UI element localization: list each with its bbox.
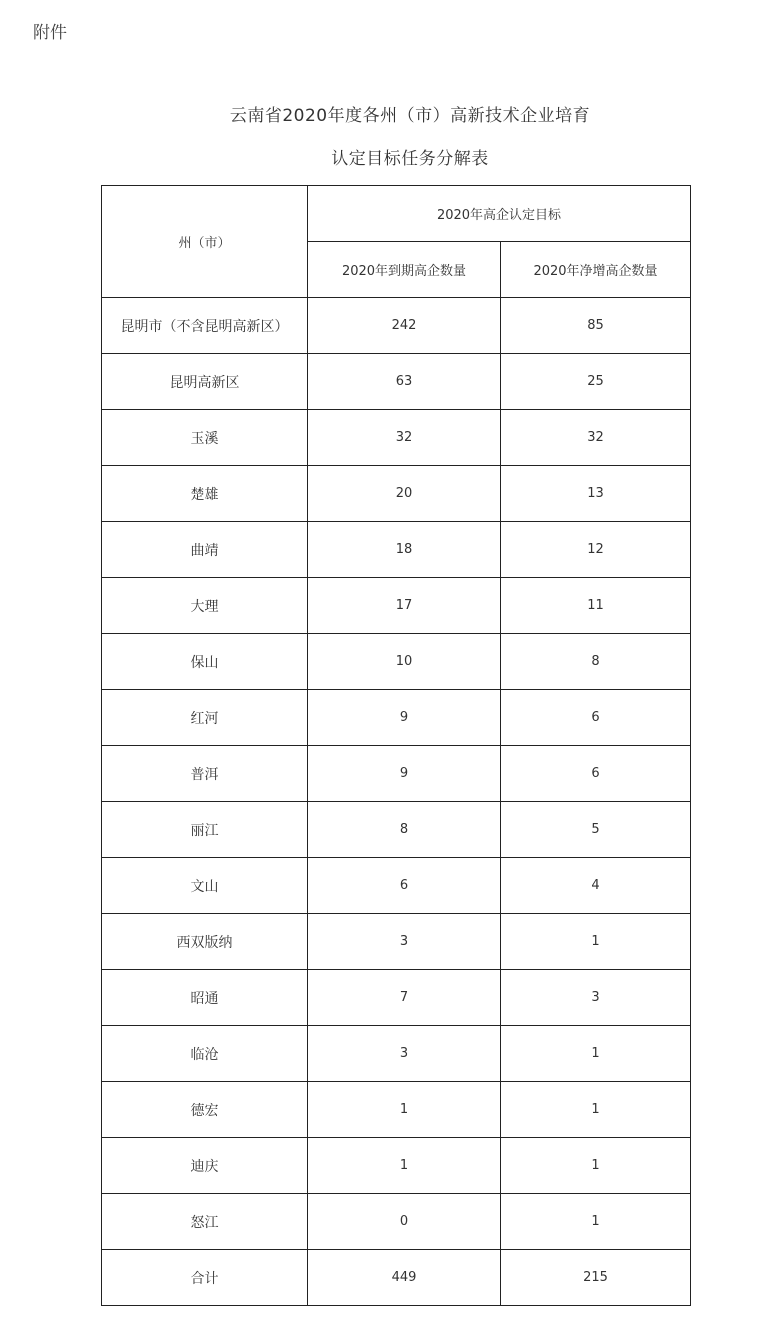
region-cell: 曲靖 (102, 522, 308, 578)
region-cell: 文山 (102, 858, 308, 914)
net-increase-cell: 1 (501, 1138, 691, 1194)
table-row (102, 690, 691, 746)
net-increase-cell: 25 (501, 354, 691, 410)
expiring-cell: 17 (308, 578, 501, 634)
table-row (102, 746, 691, 802)
region-cell: 迪庆 (102, 1138, 308, 1194)
expiring-cell: 9 (308, 746, 501, 802)
target-table (101, 185, 691, 1306)
header-group: 2020年高企认定目标 (308, 186, 691, 242)
total-row (102, 1250, 691, 1306)
table-row (102, 1026, 691, 1082)
region-cell: 德宏 (102, 1082, 308, 1138)
net-increase-cell: 32 (501, 410, 691, 466)
table-row (102, 466, 691, 522)
net-increase-cell: 6 (501, 746, 691, 802)
region-cell: 昆明市（不含昆明高新区） (102, 298, 308, 354)
region-cell: 西双版纳 (102, 914, 308, 970)
table-row (102, 1138, 691, 1194)
net-increase-cell: 8 (501, 634, 691, 690)
expiring-cell: 1 (308, 1082, 501, 1138)
expiring-cell: 63 (308, 354, 501, 410)
table-row (102, 914, 691, 970)
net-increase-cell: 5 (501, 802, 691, 858)
region-cell: 昭通 (102, 970, 308, 1026)
net-increase-cell: 4 (501, 858, 691, 914)
expiring-cell: 10 (308, 634, 501, 690)
region-cell: 昆明高新区 (102, 354, 308, 410)
table-row (102, 298, 691, 354)
region-cell: 普洱 (102, 746, 308, 802)
total-label-cell: 合计 (102, 1250, 308, 1306)
expiring-cell: 32 (308, 410, 501, 466)
expiring-cell: 7 (308, 970, 501, 1026)
total-expiring-cell: 449 (308, 1250, 501, 1306)
region-cell: 怒江 (102, 1194, 308, 1250)
region-cell: 玉溪 (102, 410, 308, 466)
expiring-cell: 1 (308, 1138, 501, 1194)
region-cell: 大理 (102, 578, 308, 634)
table-row (102, 522, 691, 578)
table-row (102, 354, 691, 410)
header-region: 州（市） (102, 186, 308, 298)
expiring-cell: 3 (308, 914, 501, 970)
document-title-line-1: 云南省2020年度各州（市）高新技术企业培育 (229, 106, 591, 126)
region-cell: 临沧 (102, 1026, 308, 1082)
table-row (102, 970, 691, 1026)
region-cell: 丽江 (102, 802, 308, 858)
net-increase-cell: 1 (501, 1026, 691, 1082)
net-increase-cell: 13 (501, 466, 691, 522)
region-cell: 红河 (102, 690, 308, 746)
region-cell: 保山 (102, 634, 308, 690)
table-row (102, 410, 691, 466)
net-increase-cell: 1 (501, 1082, 691, 1138)
expiring-cell: 6 (308, 858, 501, 914)
net-increase-cell: 11 (501, 578, 691, 634)
expiring-cell: 18 (308, 522, 501, 578)
total-net-increase-cell: 215 (501, 1250, 691, 1306)
header-net-increase: 2020年净增高企数量 (501, 242, 691, 298)
header-row-1 (102, 186, 691, 242)
expiring-cell: 20 (308, 466, 501, 522)
attachment-label: 附件 (33, 23, 67, 43)
net-increase-cell: 12 (501, 522, 691, 578)
table-row (102, 858, 691, 914)
net-increase-cell: 1 (501, 1194, 691, 1250)
expiring-cell: 8 (308, 802, 501, 858)
table-row (102, 1194, 691, 1250)
net-increase-cell: 3 (501, 970, 691, 1026)
expiring-cell: 0 (308, 1194, 501, 1250)
net-increase-cell: 85 (501, 298, 691, 354)
expiring-cell: 242 (308, 298, 501, 354)
net-increase-cell: 1 (501, 914, 691, 970)
document-title-line-2: 认定目标任务分解表 (331, 149, 489, 169)
table-row (102, 578, 691, 634)
table-row (102, 634, 691, 690)
table-row (102, 802, 691, 858)
region-cell: 楚雄 (102, 466, 308, 522)
header-expiring: 2020年到期高企数量 (308, 242, 501, 298)
expiring-cell: 9 (308, 690, 501, 746)
table-row (102, 1082, 691, 1138)
net-increase-cell: 6 (501, 690, 691, 746)
expiring-cell: 3 (308, 1026, 501, 1082)
